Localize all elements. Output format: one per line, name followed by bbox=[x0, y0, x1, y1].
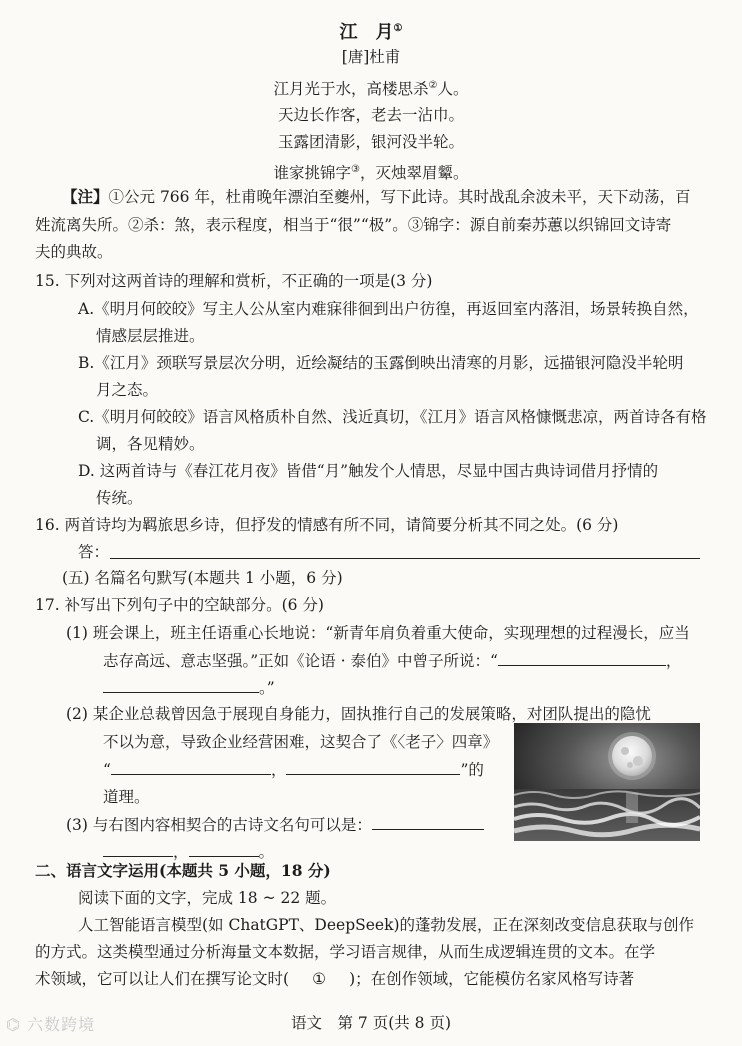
option-c-line-1[interactable]: C.《明月何皎皎》语言风格质朴自然、浅近真切，《江月》语言风格慷慨悲凉，两首诗各有格 bbox=[78, 408, 707, 426]
poem-line-1 bbox=[0, 75, 742, 100]
option-b-line-2[interactable]: 月之态。 bbox=[96, 381, 159, 399]
poem-line-4 bbox=[0, 159, 742, 184]
q17-part1-line-1: (1) 班会课上，班主任语重心长地说：“新青年肩负着重大使命，实现理想的过程漫长，应当 bbox=[66, 624, 690, 642]
option-a-line-2[interactable]: 情感层层推进。 bbox=[96, 327, 205, 345]
fill-blank[interactable] bbox=[286, 758, 460, 775]
fill-blank[interactable] bbox=[372, 813, 484, 830]
poem-title bbox=[0, 18, 742, 44]
poem-title-note: ① bbox=[393, 23, 403, 34]
passage-text: 术领域，它可以让人们在撰写论文时( bbox=[35, 970, 290, 988]
q17-text: ”的 bbox=[460, 761, 484, 779]
q17-text: 志存高远、意志坚强。”正如《论语 · 泰伯》中曾子所说：“ bbox=[103, 652, 498, 670]
note-label: 【注】 bbox=[62, 187, 109, 206]
moon-over-sea-illustration bbox=[514, 723, 700, 841]
poem-line-3: 玉露团清影，银河没半轮。 bbox=[277, 133, 464, 151]
note-line-3: 夫的典故。 bbox=[35, 243, 113, 261]
q17-text: ， bbox=[270, 761, 287, 779]
q17-text: 。” bbox=[259, 679, 275, 697]
question-16-stem: 16. 两首诗均为羁旅思乡诗，但抒发的情感有所不同，请简要分析其不同之处。(6 分) bbox=[35, 516, 619, 534]
page-footer: 语文 第 7 页(共 8 页) bbox=[290, 1014, 452, 1032]
fill-blank[interactable] bbox=[103, 676, 259, 693]
fill-blank[interactable] bbox=[498, 649, 666, 666]
footnote-mark: ③ bbox=[351, 164, 360, 175]
note-line-1 bbox=[62, 186, 690, 208]
section-5-heading: (五) 名篇名句默写(本题共 1 小题，6 分) bbox=[62, 569, 343, 587]
q17-text: (3) 与右图内容相契合的古诗文名句可以是： bbox=[66, 816, 372, 834]
q17-part2-line-2: 不以为意，导致企业经营困难，这契合了《〈老子〉四章》 bbox=[103, 733, 499, 751]
note-text: ①公元 766 年，杜甫晚年漂泊至夔州，写下此诗。其时战乱余波未平，天下动荡，百 bbox=[108, 188, 691, 206]
moon-over-sea-image bbox=[514, 723, 700, 841]
passage-line-3 bbox=[35, 968, 634, 990]
question-16-answer-label: 答： bbox=[78, 543, 110, 561]
q17-text: “ bbox=[103, 761, 111, 779]
option-c-line-2[interactable]: 调，各见精妙。 bbox=[96, 435, 205, 453]
passage-text: )；在创作领域，它能模仿名家风格写诗著 bbox=[349, 970, 635, 988]
q17-part2-line-4: 道理。 bbox=[103, 788, 150, 806]
footnote-mark: ② bbox=[428, 80, 438, 91]
option-a-line-1[interactable]: A.《明月何皎皎》写主人公从室内难寐徘徊到出户彷徨，再返回室内落泪，场景转换自然， bbox=[78, 300, 699, 318]
q17-text: 。 bbox=[258, 843, 275, 861]
option-d-line-1[interactable]: D. 这两首诗与《春江花月夜》皆借“月”触发个人情思，尽显中国古典诗词借月抒情的 bbox=[78, 462, 659, 480]
part-2-instruction: 阅读下面的文字，完成 18 ~ 22 题。 bbox=[78, 889, 337, 907]
poem-title-text: 江 月 bbox=[339, 22, 394, 43]
fill-blank[interactable] bbox=[189, 840, 259, 857]
q17-part3-line-1 bbox=[66, 813, 484, 836]
fill-blank[interactable] bbox=[111, 758, 271, 775]
poem-line-2: 天边长作客，老去一沾巾。 bbox=[277, 106, 464, 124]
question-17-stem: 17. 补写出下列句子中的空缺部分。(6 分) bbox=[35, 596, 324, 614]
q17-text: ， bbox=[173, 843, 189, 861]
answer-line[interactable] bbox=[110, 558, 700, 559]
watermark bbox=[6, 1012, 95, 1035]
blank-marker-1: ① bbox=[312, 970, 327, 988]
q17-part1-line-2: 志存高远、意志坚强。”正如《论语 · 泰伯》中曾子所说：“ ， bbox=[103, 649, 681, 672]
passage-line-2: 的方式。这类模型通过分析海量文本数据，学习语言规律，从而生成逻辑连贯的文本。在学 bbox=[35, 943, 656, 961]
passage-line-1: 人工智能语言模型(如 ChatGPT、DeepSeek)的蓬勃发展，正在深刻改变信息获取与创作 bbox=[78, 916, 695, 934]
watermark-text: 六数跨境 bbox=[27, 1015, 96, 1034]
poem-line-text: ，灭烛翠眉颦。 bbox=[359, 164, 469, 183]
q17-part1-line-3 bbox=[103, 676, 275, 699]
q17-part2-line-3 bbox=[103, 758, 484, 781]
option-b-line-1[interactable]: B.《江月》颈联写景层次分明，近绘凝结的玉露倒映出清寒的月影，远描银河隐没半轮明 bbox=[78, 354, 684, 372]
q17-part2-line-1: (2) 某企业总裁曾因急于展现自身能力，固执推行自己的发展策略，对团队提出的隐忧 bbox=[66, 705, 651, 723]
question-15-stem: 15. 下列对这两首诗的理解和赏析，不正确的一项是(3 分) bbox=[35, 272, 433, 290]
part-2-heading: 二、语言文字运用(本题共 5 小题，18 分) bbox=[35, 861, 331, 880]
poem-line-text: 谁家挑锦字 bbox=[273, 164, 352, 183]
fill-blank[interactable] bbox=[103, 840, 173, 857]
option-d-line-2[interactable]: 传统。 bbox=[96, 489, 143, 507]
poem-line-text: 人。 bbox=[437, 80, 469, 99]
watermark-icon: ⌬ bbox=[6, 1015, 28, 1034]
note-line-2: 姓流离失所。②杀：煞，表示程度，相当于“很”“极”。③锦字：源自前秦苏蕙以织锦回文诗寄 bbox=[35, 216, 672, 234]
poem-author: [唐]杜甫 bbox=[341, 48, 401, 66]
poem-line-text: 江月光于水，高楼思杀 bbox=[273, 80, 429, 99]
